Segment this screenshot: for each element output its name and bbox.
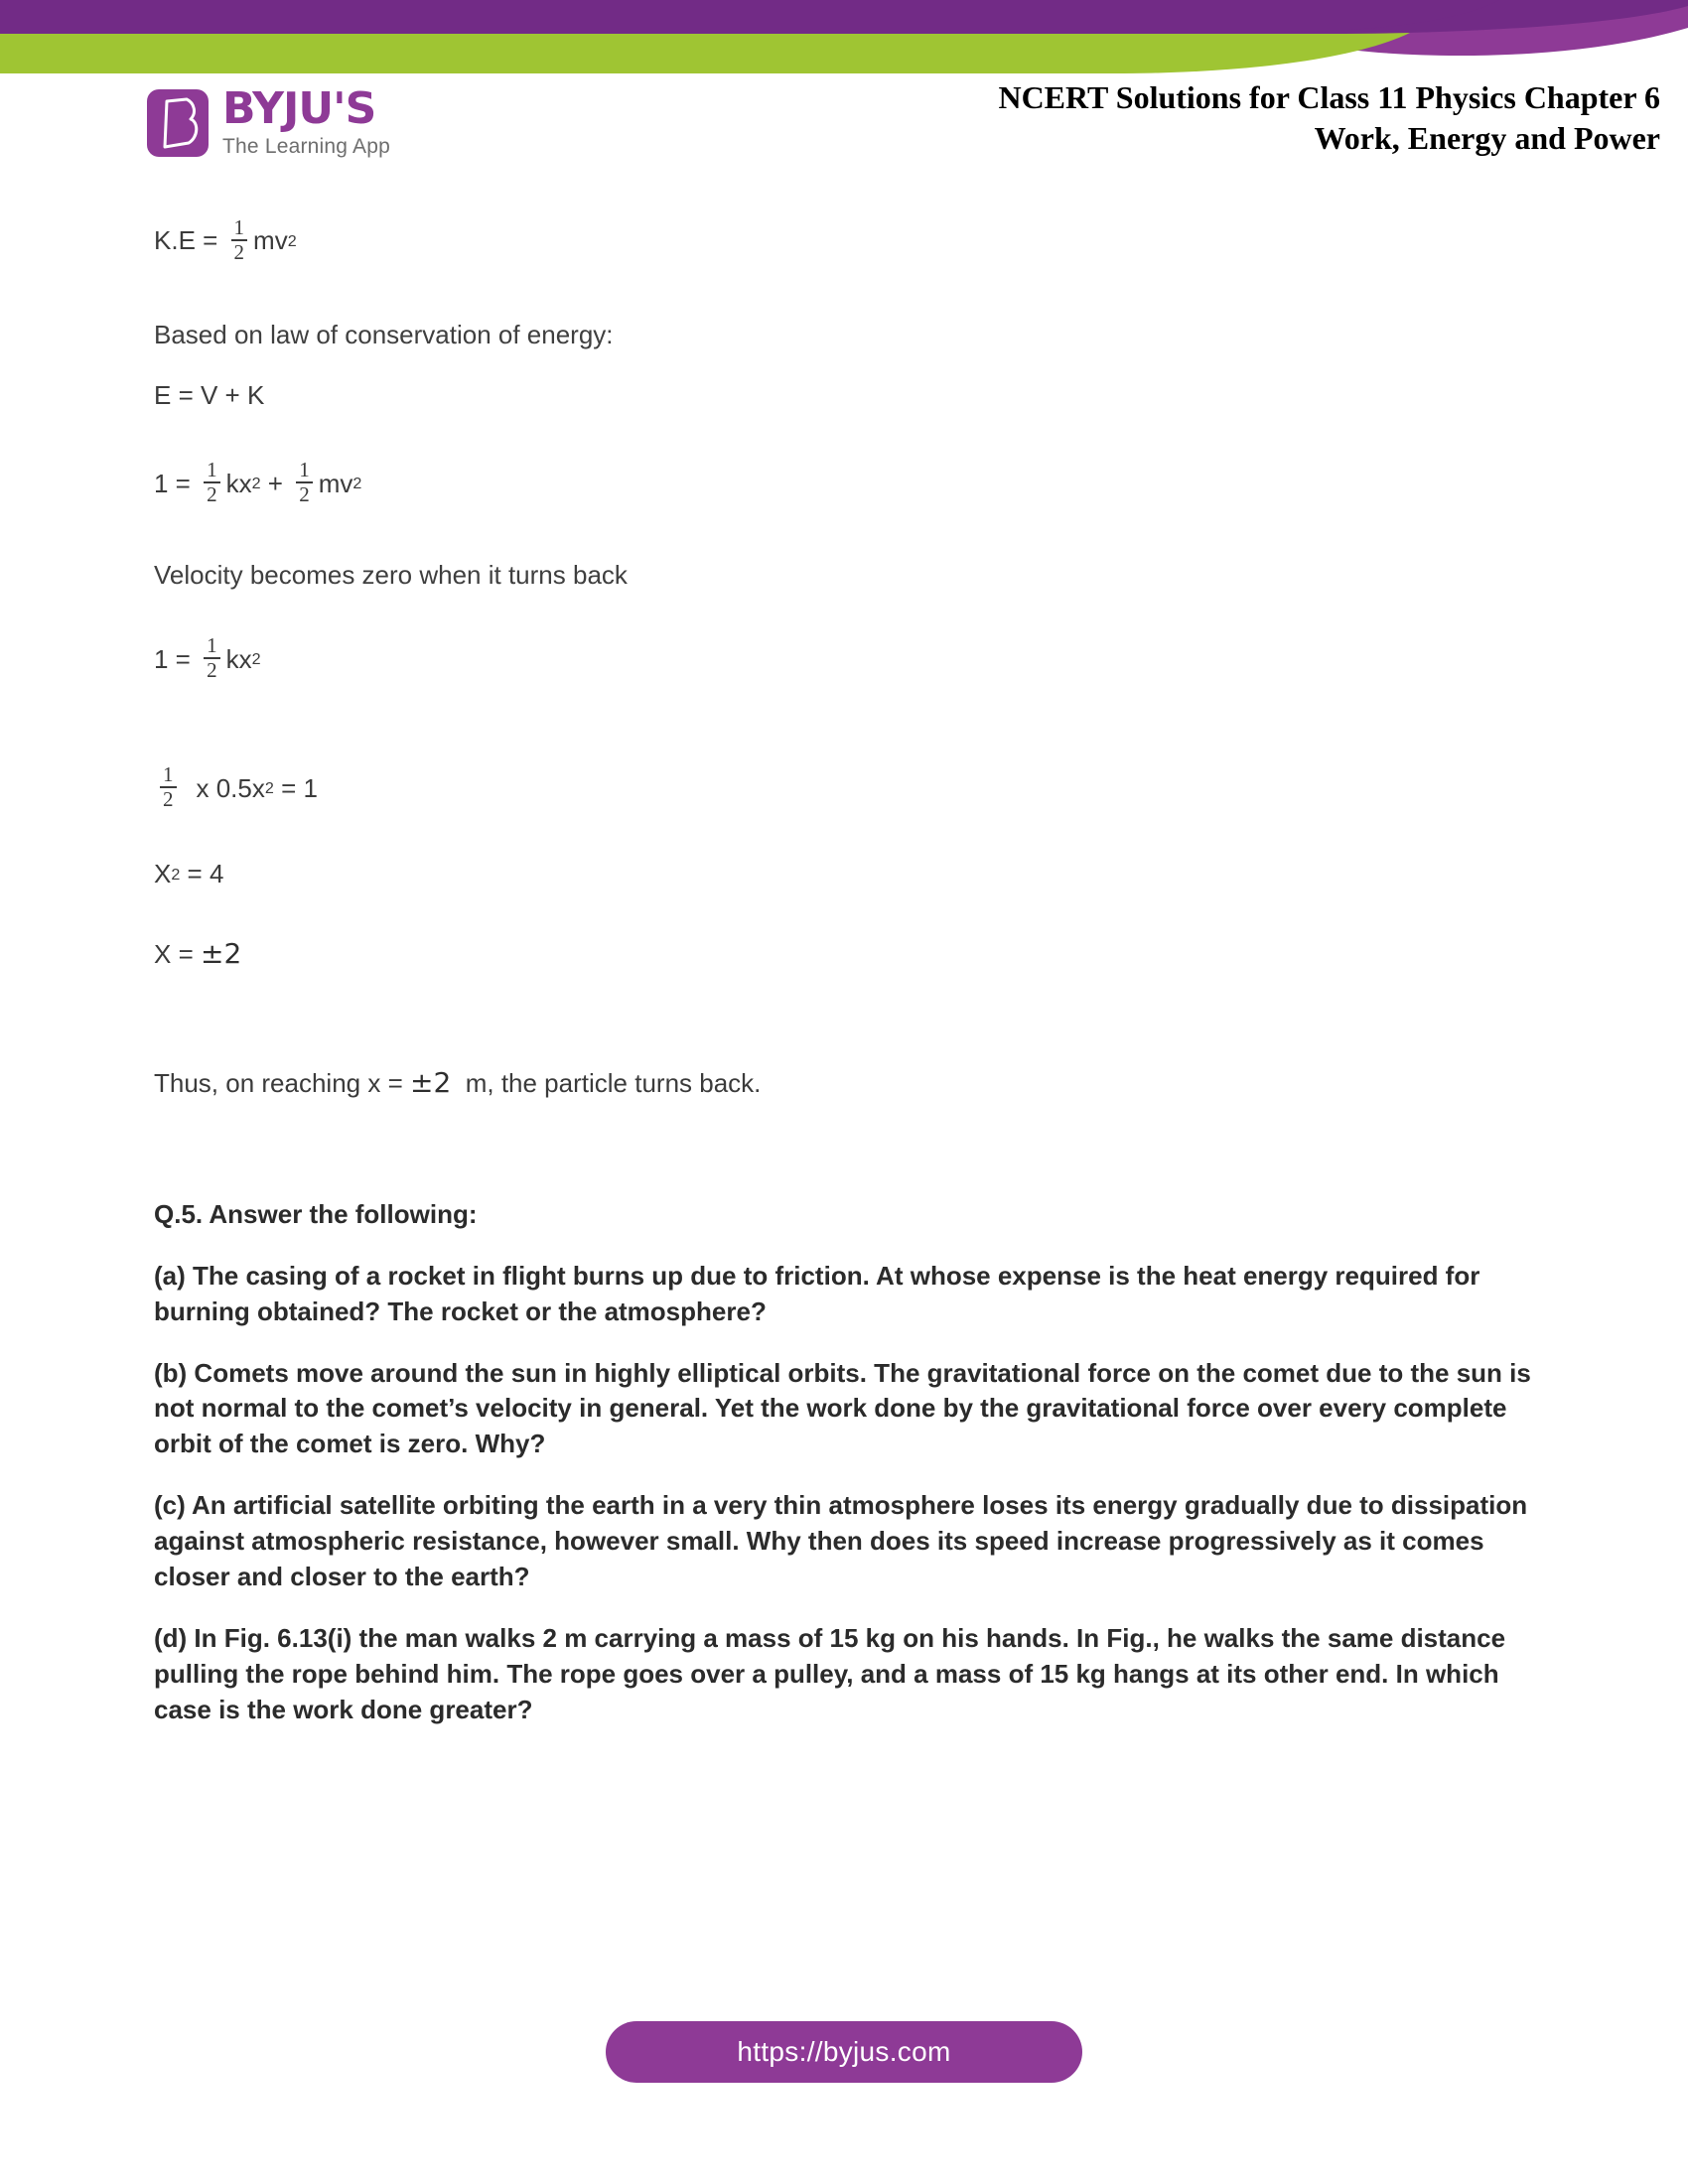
eq-xsq-rhs: = 4 <box>180 859 224 889</box>
fraction-numerator: 1 <box>207 458 217 482</box>
byjus-website-link-button[interactable] <box>606 2021 1082 2083</box>
page-title-line1: NCERT Solutions for Class 11 Physics Chapter 6 <box>998 79 1660 115</box>
equation-x-squared-equals-four: X 2 = 4 <box>0 857 1688 891</box>
byjus-website-link-label: https://byjus.com <box>737 2036 951 2067</box>
eq-x-lhs: X = <box>154 938 201 969</box>
equation-half-times-point-five: $\frac{1}{2}$ x 0.5x 2 = 1 <box>0 765 1688 811</box>
page-title <box>727 77 1660 159</box>
page-title-line2: Work, Energy and Power <box>1314 119 1660 156</box>
fraction-denominator: 2 <box>204 481 220 505</box>
question-heading: Q.5. Answer the following: <box>154 1198 478 1229</box>
fraction-one-half-first <box>204 460 220 505</box>
text-velocity-zero: Velocity becomes zero when it turns back <box>154 560 628 591</box>
fraction-denominator: 2 <box>160 786 177 810</box>
eq-half-rhs: x 0.5x <box>196 772 265 803</box>
logo-wordmark: BYJU'S <box>222 83 376 134</box>
thus-value: ±2 <box>409 1066 452 1100</box>
eq-kx-rhs: kx <box>225 643 252 674</box>
eq-energy-term2: mv <box>318 468 353 498</box>
text-conservation-of-energy: Based on law of conservation of energy: <box>154 320 614 349</box>
question-part-a: (a) The casing of a rocket in flight burns up due to friction. At whose expense is the heat energy required for burning obtained? The rocket or the atmosphere? <box>154 1260 1480 1326</box>
fraction-one-half <box>160 764 177 810</box>
fraction-numerator: 1 <box>163 762 174 787</box>
equation-kinetic-energy: K.E = $\frac{1}{2}$ mv 2 <box>154 215 297 264</box>
eq-x-value: ±2 <box>200 937 242 971</box>
question-block <box>0 1197 1688 1728</box>
eq-half-tail: = 1 <box>273 772 318 803</box>
eq-ke-rhs: mv <box>253 225 288 256</box>
document-body <box>0 215 1688 1727</box>
equation-x-equals-plus-minus-two <box>0 935 1688 973</box>
equation-total-energy: 1 = $\frac{1}{2}$ kx 2 + $\frac{1}{2}$ mv 2 <box>154 458 362 507</box>
equation-e-equals-v-plus-k: E = V + K <box>154 380 265 411</box>
fraction-one-half-second <box>296 460 313 505</box>
eq-energy-plus: + <box>260 468 291 498</box>
green-band <box>0 33 1410 73</box>
fraction-numerator: 1 <box>233 215 245 239</box>
byjus-logo <box>147 83 390 158</box>
eq-kx-lhs: 1 = <box>154 643 199 674</box>
eq-energy-term1: kx <box>225 468 252 498</box>
text-thus-particle-turns-back <box>0 1064 1688 1102</box>
question-part-c: (c) An artificial satellite orbiting the earth in a very thin atmosphere loses its energy gradually due to dissipation against atmospheric resistance, however small. Why then does its speed increase progressively as it comes closer and closer to the earth? <box>154 1490 1528 1591</box>
question-part-b: (b) Comets move around the sun in highly elliptical orbits. The gravitational force on the comet due to the sun is not normal to the comet’s velocity in general. Yet the work done by the gravitational force over every complete orbit of the comet is zero. Why? <box>154 1357 1531 1459</box>
purple-band-fill <box>0 0 1499 32</box>
eq-ke-lhs: K.E = <box>154 225 225 256</box>
fraction-one-half <box>231 217 248 263</box>
fraction-numerator: 1 <box>299 458 310 482</box>
thus-pre: Thus, on reaching x = <box>154 1067 410 1098</box>
question-part-d: (d) In Fig. 6.13(i) the man walks 2 m carrying a mass of 15 kg on his hands. In Fig., he walks the same distance pulling the rope behind him. The rope goes over a pulley, and a mass of 15 kg hangs at its other end. In which case is the work done greater? <box>154 1622 1506 1724</box>
header-decoration <box>0 0 1688 79</box>
thus-post: m, the particle turns back. <box>451 1067 762 1098</box>
fraction-denominator: 2 <box>204 657 220 681</box>
fraction-numerator: 1 <box>207 633 217 658</box>
equation-one-equals-half-kx2: 1 = $\frac{1}{2}$ kx 2 <box>154 633 261 683</box>
eq-xsq-lhs: X <box>154 859 172 889</box>
eq-energy-lhs: 1 = <box>154 468 199 498</box>
fraction-denominator: 2 <box>231 239 248 263</box>
byjus-b-mark-icon <box>147 89 209 157</box>
fraction-one-half <box>204 635 220 681</box>
logo-tagline: The Learning App <box>222 135 390 158</box>
fraction-denominator: 2 <box>296 481 313 505</box>
